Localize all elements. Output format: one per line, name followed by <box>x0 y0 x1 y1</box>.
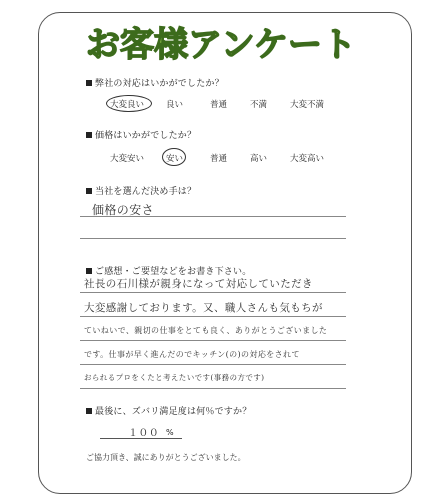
satisfaction-value[interactable]: １００ <box>128 428 160 439</box>
comment-line: です。仕事が早く進んだのでキッチン(の)の対応をされて <box>84 350 300 359</box>
q1-option[interactable]: 普通 <box>210 100 228 110</box>
survey-title <box>76 16 366 68</box>
comment-line: 大変感謝しております。又、職人さんも気もちが <box>84 302 323 314</box>
footer-thanks: ご協力頂き、誠にありがとうございました。 <box>86 453 246 462</box>
q1-option[interactable]: 大変不満 <box>290 100 325 110</box>
comment-line: 社長の石川様が親身になって対応していただき <box>84 278 313 290</box>
survey-title-text: お客様アンケート <box>86 25 356 65</box>
answer-line <box>80 216 346 217</box>
q2-option[interactable]: 大変高い <box>290 154 325 164</box>
satisfaction-unit: % <box>166 428 174 437</box>
answer-line <box>80 238 346 239</box>
answer-line <box>80 388 346 389</box>
answer-line <box>80 364 346 365</box>
q2-option[interactable]: 大変安い <box>110 154 145 164</box>
question-2-label: 価格はいかがでしたか？ <box>95 131 197 141</box>
q1-option[interactable]: 大変良い <box>110 100 145 110</box>
comment-line: おられるプロをくたと考えたいです(事務の方です) <box>84 373 265 382</box>
bullet-icon <box>86 188 92 194</box>
question-2 <box>86 128 196 141</box>
question-3-label: 当社を選んだ決め手は？ <box>95 187 197 197</box>
question-3 <box>86 184 196 197</box>
comment-line: ていねいで、親切の仕事をとても良く、ありがとうございました <box>84 326 328 335</box>
q2-option[interactable]: 安い <box>166 154 184 164</box>
bullet-icon <box>86 268 92 274</box>
q1-option[interactable]: 不満 <box>250 100 268 110</box>
answer-line <box>80 340 346 341</box>
q1-option[interactable]: 良い <box>166 100 184 110</box>
answer-line <box>100 438 182 439</box>
question-1-label: 弊社の対応はいかがでしたか？ <box>95 79 224 89</box>
answer-line <box>80 292 346 293</box>
question-1 <box>86 76 224 89</box>
q2-option[interactable]: 高い <box>250 154 268 164</box>
bullet-icon <box>86 80 92 86</box>
q2-option[interactable]: 普通 <box>210 154 228 164</box>
question-3-answer[interactable]: 価格の安さ <box>92 203 155 217</box>
question-4-label: ご感想・ご要望などをお書き下さい。 <box>95 267 252 277</box>
answer-line <box>80 316 346 317</box>
question-5-label: 最後に、ズバリ満足度は何％ですか？ <box>95 407 252 417</box>
bullet-icon <box>86 408 92 414</box>
question-5 <box>86 404 251 417</box>
bullet-icon <box>86 132 92 138</box>
